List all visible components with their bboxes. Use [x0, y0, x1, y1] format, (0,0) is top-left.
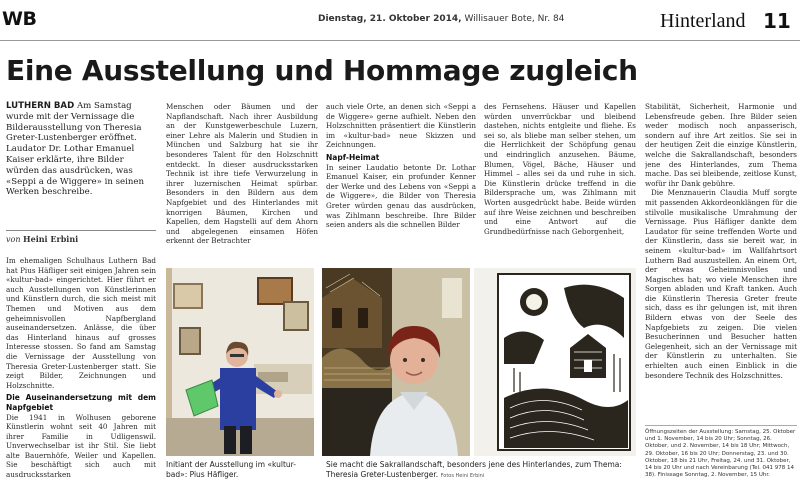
column-3 [326, 102, 476, 262]
column-2 [166, 102, 318, 262]
article-lead [6, 101, 156, 198]
caption-left: Initiant der Ausstellung im «kultur-bad»: Pius Häfliger. [166, 460, 296, 479]
paragraph: Die Menznauerin Claudia Muff sorgte mit passenden Akkordeonklängen für die stilvolle musikalische Umrahmung der Vernissage. Pius Häfliger dankte dem Laudator für seine treffenden Worte und der Künstlerin, dass sie bereit war, in seinem «kultur-bad» im Wallfahrtsort Luthern Bad auszustellen. An einem Ort, der etwas Geheimnisvolles und Magisches hat; wo viele Menschen ihre Sorgen abladen und Kraft tanken. Auch die Künstlerin Theresia Greter freute sich, dass es ihr gelungen ist, mit ihren Bildern etwas von der Seele des Napfgebiets zu zeigen. Die vielen Besucherinnen und Besucher hatten Gelegenheit, sich an der Vernissage mit der Künstlerin zu unterhalten. Sie erhielten auch einen Einblick in die besondere Technik des Holzschnittes. [645, 188, 797, 380]
paragraph: Im ehemaligen Schulhaus Luthern Bad hat Pius Häfliger seit einigen Jahren sein «kultur-bad» eingerichtet. Hier führt er auch Ausstellungen von Künstlerinnen und Künstlern durch, die sich meist mit Themen und Motiven aus dem geheimnisvollen Napfbergland auseinandersetzen. Anlässe, die über das Hinterland hinaus auf grosses Interesse stossen. So fand am Samstag die Vernissage der Ausstellung von Theresia Greter-Lustenberger statt. Sie zeigt Bilder, Zeichnungen und Holzschnitte. [6, 256, 156, 390]
subheading: Die Auseinandersetzung mit dem Napfgebiet [6, 393, 156, 412]
paragraph: auch viele Orte, an denen sich «Seppi a de Wiggere» gerne aufhielt. Neben den Holzschnitten präsentiert die Künstlerin im «kultur-bad» neue Skizzen und Zeichnungen. [326, 102, 476, 150]
issue-date: Dienstag, 21. Oktober 2014, [318, 14, 462, 24]
lead-text: Am Samstag wurde mit der Vernissage die Bilderausstellung von Theresia Greter-Lustenberger eröffnet. Laudator Dr. Lothar Emanuel Kaiser erklärte, ihre Bilder würden das ausdrücken, was «Seppi a de Wiggere» in seinen Werken beschreibe. [6, 101, 145, 198]
byline-prefix: von [6, 235, 21, 244]
photo-illustration [166, 268, 314, 456]
page-number: 11 [763, 9, 791, 33]
byline [6, 230, 156, 244]
caption-right [326, 460, 634, 481]
photo-pius-haefliger [166, 268, 314, 456]
woodcut-artwork [474, 268, 636, 456]
paragraph: Menschen oder Bäumen und der Napflandschaft. Nach ihrer Ausbildung an der Kunstgewerbeschule Luzern, einer Lehre als Malerin und Studien in München und Salzburg hat sie ihr besonderes Talent für den Holzschnitt entdeckt. In dieser ausdrucksstarken Technik ist ihre tiefe Verwurzelung in ihrer luzernischen Heimat spürbar. Besonders in den Bildern aus dem Napfgebiet und des Hinterlandes mit knorrigen Bäumen, Kirchen und Kapellen, dem Hagstelli auf dem Ahorn und abgelegenen einsamen Höfen erkennt der Betrachter [166, 102, 318, 246]
column-4 [484, 102, 636, 262]
photo-illustration [322, 268, 470, 456]
photo-woodcut-landscape [474, 268, 636, 456]
newspaper-logo: WB [2, 8, 37, 30]
column-1 [6, 256, 156, 486]
photo-credit: Fotos Heini Erbini [440, 472, 485, 479]
dateline-city: LUTHERN BAD [6, 101, 75, 111]
header-rule [0, 40, 800, 41]
subheading: Napf-Heimat [326, 152, 380, 162]
photo-artist-with-woodcut [322, 268, 470, 456]
publication-name: Willisauer Bote, Nr. 84 [464, 14, 565, 24]
caption-right-text: Sie macht die Sakrallandschaft, besonders jene des Hinterlandes, zum Thema: Theresia Greter-Lustenberger. [326, 460, 622, 479]
column-5 [645, 102, 797, 422]
paragraph: In seiner Laudatio betonte Dr. Lothar Emanuel Kaiser, ein profunder Kenner der Werke und des Lebens von «Seppi a de Wiggere», die Bilder von Theresia Greter würden genau das ausdrücken, was Zihlmann beschreibe. Ihre Bilder seien anders als die schnellen Bilder [326, 162, 476, 230]
paragraph: des Fernsehens. Häuser und Kapellen würden unverrückbar und bleibend dastehen, nichts entgleite und fliehe. Es sei so, als bliebe man selber stehen, um die Herrlichkeit der Schöpfung genau und eindringlich anzusehen. Bäume, Blumen, Vögel, Bäche, Häuser und Himmel – alles sei da und ruhe in sich. Die Künstlerin drücke treffend in die Bildersprache um, was Zihlmann mit Worten ausgedrückt habe. Beide würden auf ihre Weise zeichnen und beschreiben und eine Antwort auf die Grundbedürfnisse nach Geborgenheit, [484, 102, 636, 236]
dateline [318, 14, 564, 24]
paragraph: Stabilität, Sicherheit, Harmonie und Lebensfreude geben. Ihre Bilder seien weder modisch noch anpasserisch, sondern auf ihre Art zeitlos. Sie sei in der heutigen Zeit die einzige Künstlerin, welche die Sakrallandschaft, besonders jene des Hinterlandes, zum Thema mache. Das sei bleibende, zeitlose Kunst, wofür ihr Dank gebühre. [645, 102, 797, 188]
opening-hours-box: Öffnungszeiten der Ausstellung: Samstag, 25. Oktober und 1. November, 14 bis 20 Uhr; Sonntag, 26. Oktober, und 2. November, 14 bis 18 Uhr; Mittwoch, 29. Oktober, 16 bis 20 Uhr; Donnerstag, 23. und 30. Oktober, 18 bis 21 Uhr, Freitag, 24. und 31. Oktober, 14 bis 20 Uhr und nach Vereinbarung (Tel. 041 978 14 38). Finissage Sonntag, 2. November, 15 Uhr. [645, 425, 797, 479]
byline-author: Heini Erbini [23, 234, 79, 244]
section-title: Hinterland [660, 10, 746, 32]
page-header [0, 0, 800, 38]
paragraph: Die 1941 in Wolhusen geborene Künstlerin wohnt seit 40 Jahren mit ihrer Familie in Udligenswil. Unverwechselbar ist ihr Stil. Sie liebt alte Bauernhöfe, Weiler und Kapellen. Sie beschäftigt sich auch mit ausdrucksstarken [6, 412, 156, 480]
article-headline: Eine Ausstellung und Hommage zugleich [6, 54, 638, 87]
